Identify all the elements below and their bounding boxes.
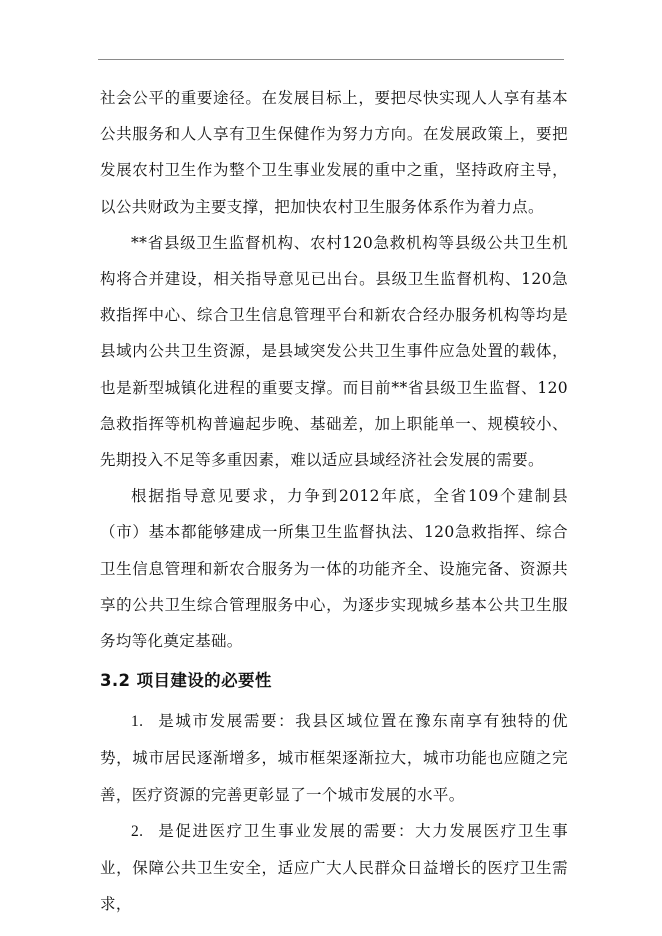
list-item-text: 是城市发展需要：我县区域位置在豫东南享有独特的优势，城市居民逐渐增多，城市框架逐渐拉大，城市功能也应随之完善，医疗资源的完善更彰显了一个城市发展的水平。	[100, 712, 568, 804]
header-rule	[98, 59, 564, 60]
list-item-2	[100, 813, 568, 923]
list-item-1	[100, 703, 568, 813]
paragraph-1: 社会公平的重要途径。在发展目标上，要把尽快实现人人享有基本公共服务和人人享有卫生保健作为努力方向。在发展政策上，要把发展农村卫生作为整个卫生事业发展的重中之重，坚持政府主导，以公共财政为主要支撑，把加快农村卫生服务体系作为着力点。	[100, 89, 568, 216]
list-item-number: 2.	[131, 822, 144, 840]
document-body	[100, 80, 568, 922]
paragraph-2: **省县级卫生监督机构、农村120急救机构等县级公共卫生机构将合并建设，相关指导意见已出台。县级卫生监督机构、120急救指挥中心、综合卫生信息管理平台和新农合经办服务机构等均是县域内公共卫生资源，是县域突发公共卫生事件应急处置的载体，也是新型城镇化进程的重要支撑。而目前**省县级卫生监督、120急救指挥等机构普遍起步晚、基础差，加上职能单一、规模较小、先期投入不足等多重因素，难以适应县域经济社会发展的需要。	[100, 233, 568, 470]
list-item-number: 1.	[131, 713, 144, 731]
list-item-text: 是促进医疗卫生事业发展的需要：大力发展医疗卫生事业，保障公共卫生安全，适应广大人民群众日益增长的医疗卫生需求，	[100, 821, 568, 914]
paragraph-3: 根据指导意见要求，力争到2012年底，全省109个建制县（市）基本都能够建成一所集卫生监督执法、120急救指挥、综合卫生信息管理和新农合服务为一体的功能齐全、设施完备、资源共享的公共卫生综合管理服务中心，为逐步实现城乡基本公共卫生服务均等化奠定基础。	[100, 487, 568, 651]
section-heading: 3.2 项目建设的必要性	[100, 671, 272, 691]
